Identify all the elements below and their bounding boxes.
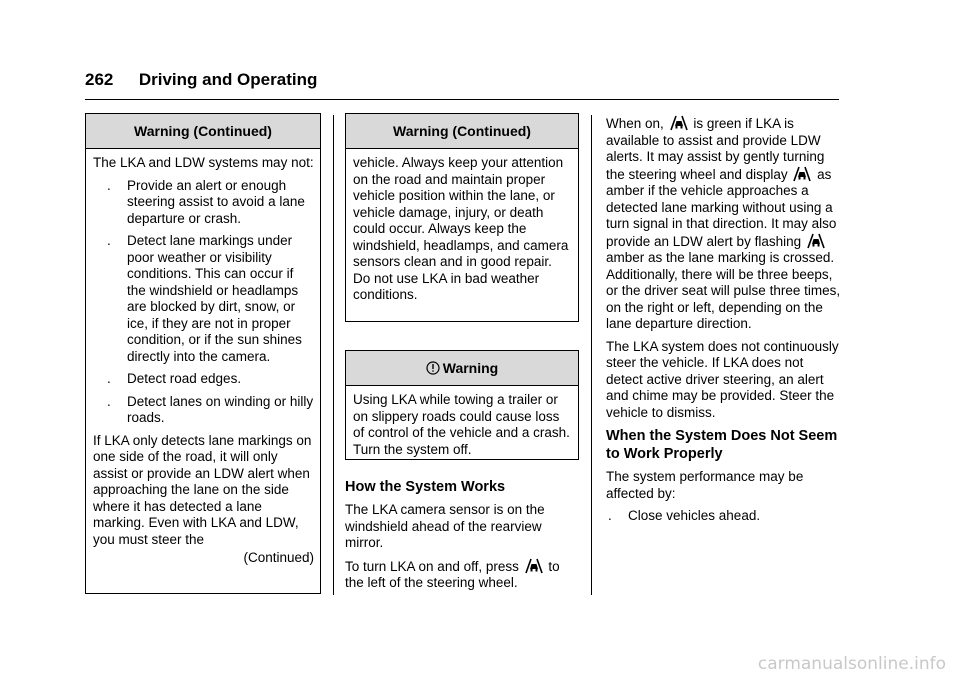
bullet-mark: .	[107, 371, 111, 386]
page-header	[85, 70, 839, 90]
body-text: to the left of the steering wheel.	[345, 558, 560, 590]
warning-intro: The LKA and LDW systems may not:	[93, 155, 314, 170]
warning-box-body: Using LKA while towing a trailer or on slippery roads could cause loss of control of the vehicle and a crash. Turn the system off.	[353, 392, 570, 457]
bullet-mark: .	[107, 177, 111, 193]
bullet-mark: .	[608, 508, 612, 523]
body-text: amber as the lane marking is crossed. Additionally, there will be three beeps, or the driver seat will pulse three times, on the right or left, depending on the lane departure direction.	[606, 250, 841, 331]
bullet-item	[606, 508, 842, 525]
warning-box-towing	[345, 350, 579, 460]
body-text: To turn LKA on and off, press	[345, 558, 519, 574]
bullet-mark: .	[107, 233, 111, 248]
warning-box-continued-col2	[345, 113, 579, 322]
bullet-list	[606, 508, 842, 525]
bullet-text: Close vehicles ahead.	[628, 508, 761, 523]
warning-bullet-list	[93, 178, 314, 427]
bullet-mark: .	[107, 393, 111, 409]
bullet-item	[93, 178, 314, 228]
warning-box-title: Warning (Continued)	[346, 114, 578, 149]
column-divider	[333, 115, 334, 595]
bullet-text: Provide an alert or enough steering assist to avoid a lane departure or crash.	[127, 177, 305, 226]
bullet-text: Detect lane markings under poor weather or visibility conditions. This can occur if the windshield or headlamps are blocked by dirt, snow, or ice, if they are not in proper condition, or if the sun shines directly into the camera.	[127, 233, 302, 364]
bullet-item	[93, 394, 314, 427]
continued-label: (Continued)	[243, 550, 314, 565]
warning-box-title-row	[346, 351, 578, 386]
body-paragraph	[345, 558, 581, 592]
how-system-works-section	[345, 478, 581, 598]
bullet-text: Detect road edges.	[127, 371, 242, 386]
warning-triangle-icon	[426, 361, 440, 375]
body-paragraph: The LKA camera sensor is on the windshield ahead of the rearview mirror.	[345, 502, 545, 550]
warning-box-body: vehicle. Always keep your attention on the road and maintain proper vehicle position within the lane, or vehicle damage, injury, or death could occur. Always keep the windshield, headlamps, and camera sensors clean and in good repair. Do not use LKA in bad weather conditions.	[353, 155, 569, 302]
body-text: is green if LKA is available to assist and provide LDW alerts. It may assist by gently turning the steering wheel and display	[606, 116, 825, 182]
bullet-item	[93, 233, 314, 365]
section-heading: How the System Works	[345, 479, 506, 495]
page-number: 262	[85, 70, 114, 89]
warning-box-continued-col1	[85, 113, 321, 594]
body-paragraph	[606, 115, 842, 333]
page-title: Driving and Operating	[138, 70, 318, 89]
section-heading: When the System Does Not Seem to Work Properly	[606, 428, 838, 462]
warning-box-title: Warning (Continued)	[86, 114, 320, 149]
header-rule	[85, 99, 839, 100]
warning-box-title: Warning	[442, 360, 499, 376]
lane-keep-assist-icon	[669, 115, 689, 131]
lane-keep-assist-icon	[792, 166, 812, 182]
body-text: as amber if the vehicle approaches a detected lane marking without using a turn signal in that direction. It may also provide an LDW alert by flashing	[606, 166, 837, 249]
body-paragraph: The LKA system does not continuously steer the vehicle. If LKA does not detect active driver steering, an alert and chime may be provided. Steer the vehicle to dismiss.	[606, 338, 839, 420]
column-divider	[591, 115, 592, 595]
warning-paragraph: If LKA only detects lane markings on one side of the road, it will only assist or provide an LDW alert when approaching the lane on the side where it has detected a lane marking. Even with LKA and LDW, you must steer the	[93, 432, 312, 547]
lane-keep-assist-icon	[524, 558, 544, 574]
body-text: When on,	[606, 116, 664, 131]
watermark: carmanualsonline.info	[757, 654, 946, 674]
column-3-text	[606, 115, 842, 531]
body-paragraph: The system performance may be affected by:	[606, 469, 804, 501]
warning-box-body	[86, 149, 320, 571]
bullet-text: Detect lanes on winding or hilly roads.	[127, 393, 314, 425]
lane-keep-assist-icon	[806, 233, 826, 249]
bullet-item	[93, 371, 314, 388]
